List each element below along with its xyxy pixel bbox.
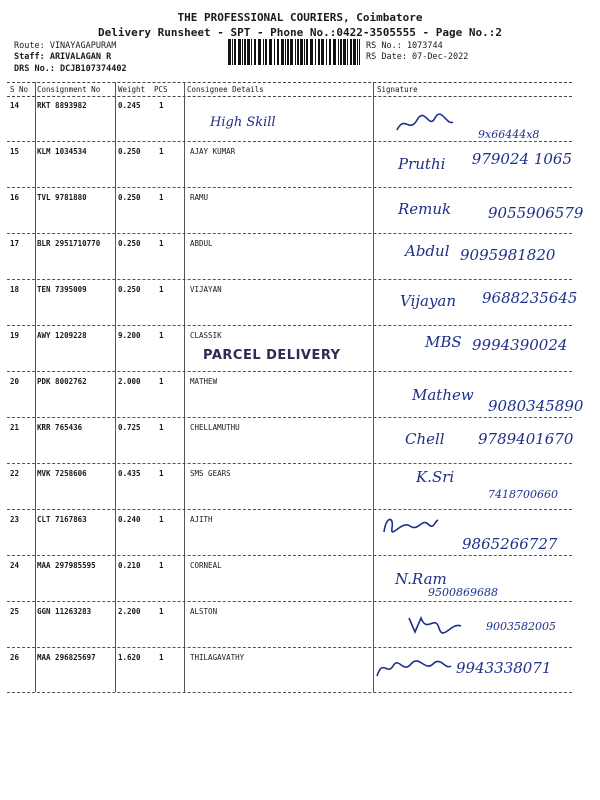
row-consignee: SMS GEARS	[190, 469, 231, 478]
handwritten-signature: Pruthi	[398, 155, 446, 173]
row-pcs: 1	[159, 423, 164, 432]
row-consignment: MVK 7258606	[37, 469, 87, 478]
col-consignee: Consignee Details	[187, 85, 264, 94]
handwritten-phone: 9055906579	[488, 204, 584, 222]
handwritten-signature: K.Sri	[416, 468, 455, 486]
row-pcs: 1	[159, 331, 164, 340]
handwritten-note: High Skill	[210, 115, 276, 130]
row-pcs: 1	[159, 653, 164, 662]
row-sno: 21	[10, 423, 20, 432]
signature-scribble	[375, 656, 453, 680]
handwritten-phone: 7418700660	[488, 488, 558, 501]
row-weight: 0.725	[118, 423, 141, 432]
row-consignee: CHELLAMUTHU	[190, 423, 240, 432]
row-consignee: CORNEAL	[190, 561, 222, 570]
row-pcs: 1	[159, 561, 164, 570]
document-title: THE PROFESSIONAL COURIERS, Coimbatore	[177, 11, 423, 24]
handwritten-phone: 9688235645	[482, 289, 578, 307]
row-consignment: RKT 8893982	[37, 101, 87, 110]
row-sno: 22	[10, 469, 20, 478]
row-pcs: 1	[159, 193, 164, 202]
row-sno: 26	[10, 653, 20, 662]
table-row	[7, 464, 572, 510]
handwritten-signature: Mathew	[412, 386, 474, 404]
table-header	[7, 82, 572, 97]
col-pcs: PCS	[154, 85, 168, 94]
row-consignee: THILAGAVATHY	[190, 653, 245, 662]
row-pcs: 1	[159, 469, 164, 478]
handwritten-signature: Abdul	[405, 242, 450, 260]
row-weight: 0.240	[118, 515, 141, 524]
route-label: Route: VINAYAGAPURAM	[14, 41, 117, 51]
row-weight: 0.250	[118, 147, 141, 156]
handwritten-phone: 9500869688	[428, 586, 498, 599]
row-sno: 23	[10, 515, 20, 524]
col-sno: S No	[10, 85, 29, 94]
handwritten-signature: Chell	[405, 430, 445, 448]
handwritten-phone: 9865266727	[462, 535, 558, 553]
row-pcs: 1	[159, 239, 164, 248]
handwritten-signature: Vijayan	[400, 292, 457, 310]
row-consignment: MAA 297985595	[37, 561, 96, 570]
row-weight: 9.200	[118, 331, 141, 340]
row-sno: 17	[10, 239, 20, 248]
row-weight: 2.200	[118, 607, 141, 616]
row-consignee: AJAY KUMAR	[190, 147, 236, 156]
rs-date: RS Date: 07-Dec-2022	[366, 52, 469, 62]
row-consignment: PDK 8002762	[37, 377, 87, 386]
row-weight: 0.250	[118, 285, 141, 294]
handwritten-phone: 9003582005	[486, 620, 556, 633]
row-consignment: KRR 765436	[37, 423, 83, 432]
handwritten-phone: 9x66444x8	[478, 128, 540, 141]
row-pcs: 1	[159, 147, 164, 156]
row-weight: 0.250	[118, 193, 141, 202]
row-consignee: CLASSIK	[190, 331, 222, 340]
drs-number: DRS No.: DCJB107374402	[14, 64, 127, 74]
row-weight: 0.435	[118, 469, 141, 478]
row-sno: 15	[10, 147, 20, 156]
row-consignment: GGN 11263283	[37, 607, 92, 616]
handwritten-signature: N.Ram	[395, 570, 447, 588]
row-consignee: ALSTON	[190, 607, 218, 616]
signature-scribble	[405, 612, 465, 636]
parcel-delivery-stamp: PARCEL DELIVERY	[203, 348, 341, 363]
row-consignee: RAMU	[190, 193, 209, 202]
row-sno: 24	[10, 561, 20, 570]
row-consignment: MAA 296825697	[37, 653, 96, 662]
row-consignment: TVL 9781880	[37, 193, 87, 202]
signature-scribble	[395, 112, 455, 136]
row-consignment: CLT 7167863	[37, 515, 87, 524]
handwritten-phone: 9789401670	[478, 430, 574, 448]
row-sno: 20	[10, 377, 20, 386]
rs-number: RS No.: 1073744	[366, 41, 443, 51]
row-sno: 18	[10, 285, 20, 294]
row-consignee: AJITH	[190, 515, 213, 524]
staff-label: Staff: ARIVALAGAN R	[14, 52, 112, 62]
document-subtitle: Delivery Runsheet - SPT - Phone No.:0422-3505555 - Page No.:2	[98, 26, 502, 39]
row-sno: 16	[10, 193, 20, 202]
row-weight: 0.250	[118, 239, 141, 248]
row-sno: 14	[10, 101, 20, 110]
row-pcs: 1	[159, 377, 164, 386]
row-consignment: BLR 2951710770	[37, 239, 101, 248]
row-consignment: KLM 1034534	[37, 147, 87, 156]
row-weight: 0.210	[118, 561, 141, 570]
handwritten-phone: 9943338071	[456, 659, 552, 677]
row-weight: 1.620	[118, 653, 141, 662]
row-weight: 2.000	[118, 377, 141, 386]
barcode	[228, 39, 360, 65]
col-signature: Signature	[377, 85, 418, 94]
row-consignee: ABDUL	[190, 239, 213, 248]
handwritten-signature: Remuk	[398, 200, 452, 218]
handwritten-phone: 9080345890	[488, 397, 584, 415]
handwritten-signature: MBS	[425, 333, 462, 351]
row-consignee: VIJAYAN	[190, 285, 222, 294]
row-sno: 19	[10, 331, 20, 340]
signature-scribble	[380, 512, 440, 536]
row-weight: 0.245	[118, 101, 141, 110]
handwritten-phone: 9994390024	[472, 336, 568, 354]
col-consignment: Consignment No	[37, 85, 101, 94]
row-pcs: 1	[159, 607, 164, 616]
handwritten-phone: 9095981820	[460, 246, 556, 264]
row-sno: 25	[10, 607, 20, 616]
row-consignment: AWY 1209228	[37, 331, 87, 340]
row-consignment: TEN 7395009	[37, 285, 87, 294]
col-weight: Weight	[118, 85, 146, 94]
row-pcs: 1	[159, 515, 164, 524]
row-consignee: MATHEW	[190, 377, 218, 386]
row-pcs: 1	[159, 285, 164, 294]
handwritten-phone: 979024 1065	[471, 150, 572, 168]
row-pcs: 1	[159, 101, 164, 110]
